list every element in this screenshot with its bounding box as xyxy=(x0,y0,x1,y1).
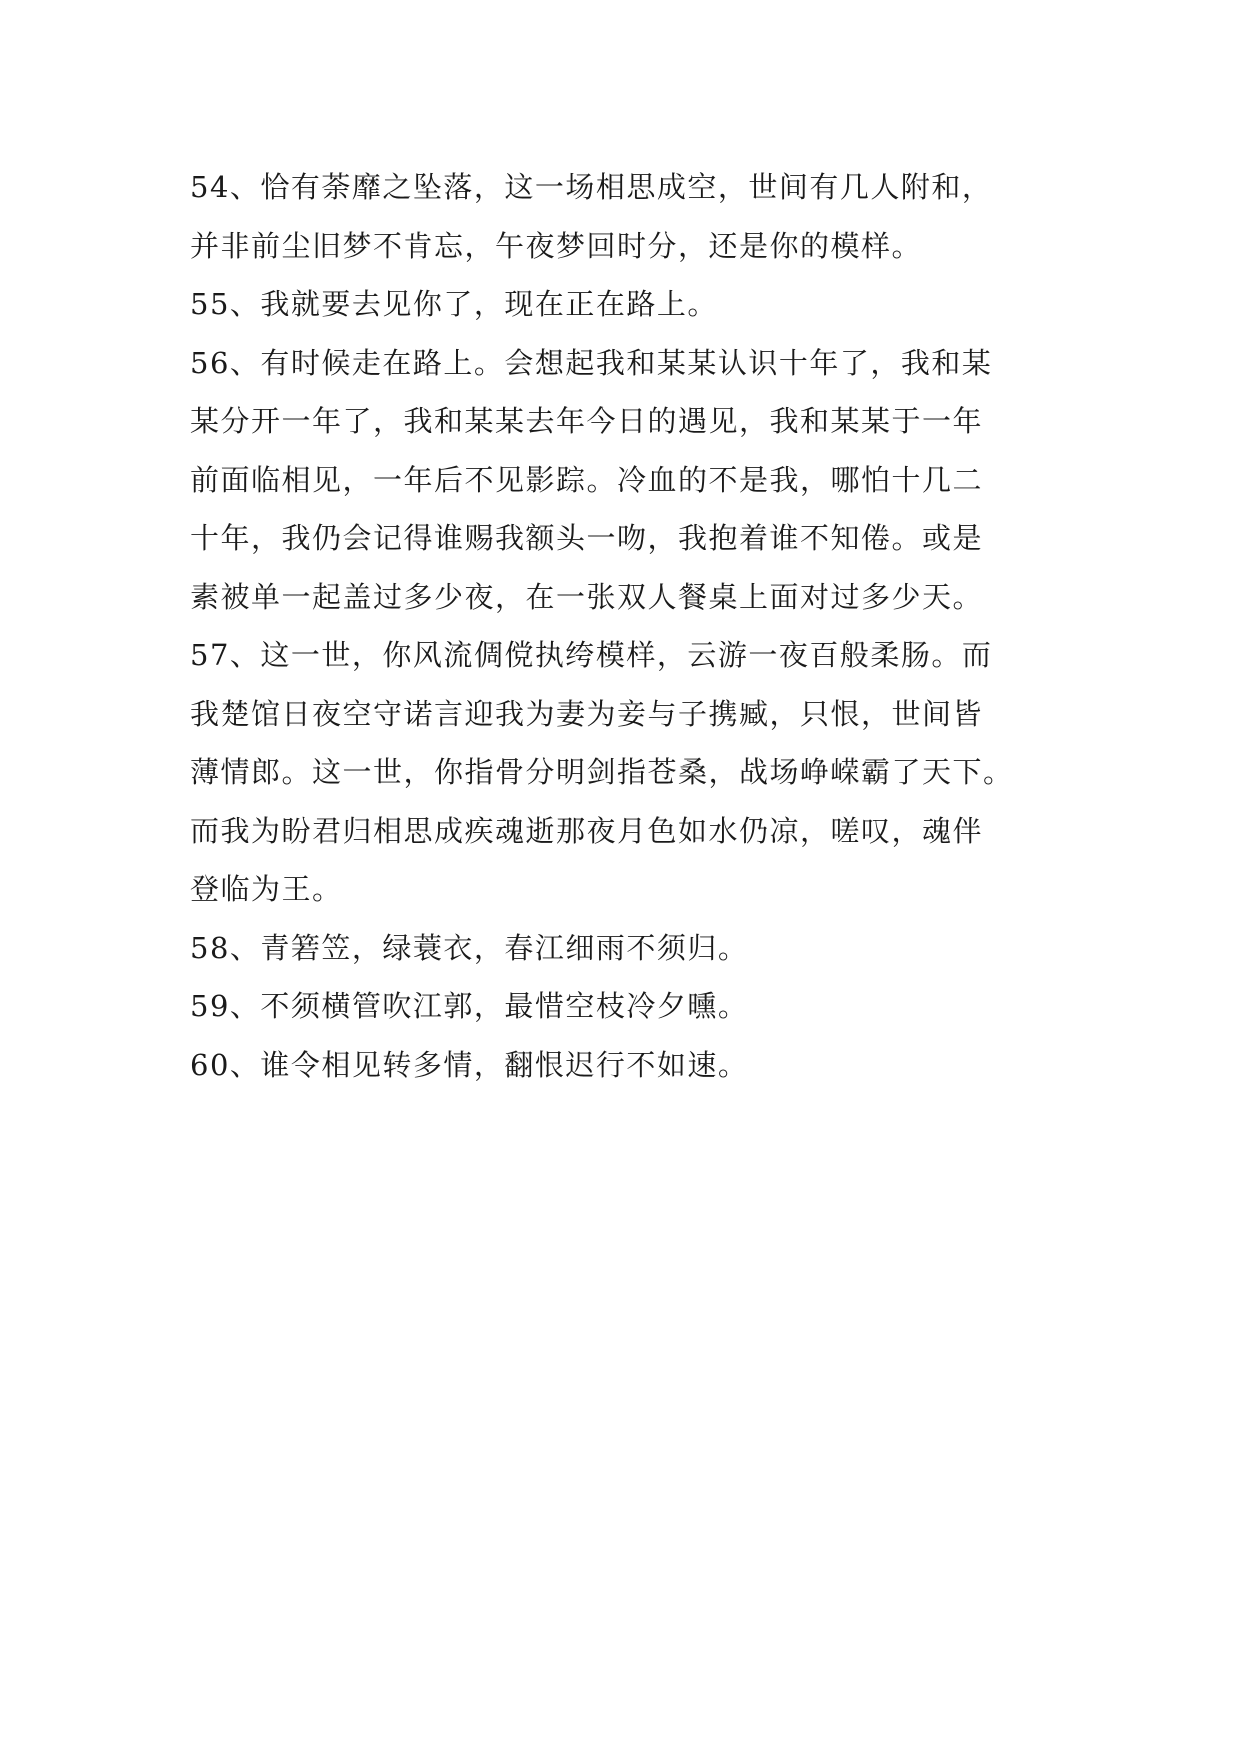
text-line: 并非前尘旧梦不肯忘，午夜梦回时分，还是你的模样。 xyxy=(190,228,923,263)
text-line: 十年，我仍会记得谁赐我额头一吻，我抱着谁不知倦。或是 xyxy=(190,521,984,555)
text-line: 54、恰有荼靡之坠落，这一场相思成空，世间有几人附和， xyxy=(190,170,993,204)
text-line: 58、青箬笠，绿蓑衣，春江细雨不须归。 xyxy=(190,930,749,965)
text-line: 某分开一年了，我和某某去年今日的遇见，我和某某于一年 xyxy=(190,404,984,438)
document-body xyxy=(190,158,1070,1094)
text-line: 56、有时候走在路上。会想起我和某某认识十年了，我和某 xyxy=(190,345,993,380)
text-line: 而我为盼君归相思成疾魂逝那夜月色如水仍凉，嗟叹，魂伴 xyxy=(190,813,984,848)
text-line: 登临为王。 xyxy=(190,872,343,906)
text-line: 60、谁令相见转多情，翻恨迟行不如速。 xyxy=(190,1047,749,1082)
text-line: 前面临相见，一年后不见影踪。冷血的不是我，哪怕十几二 xyxy=(190,462,984,497)
text-line: 我楚馆日夜空守诺言迎我为妻为妾与子携臧，只恨，世间皆 xyxy=(190,696,984,731)
text-line: 59、不须横管吹江郭，最惜空枝冷夕曛。 xyxy=(190,989,749,1023)
text-line: 57、这一世，你风流倜傥执绔模样，云游一夜百般柔肠。而 xyxy=(190,638,993,672)
text-line: 素被单一起盖过多少夜，在一张双人餐桌上面对过多少天。 xyxy=(190,579,984,614)
text-line: 55、我就要去见你了，现在正在路上。 xyxy=(190,287,718,321)
text-line: 薄情郎。这一世，你指骨分明剑指苍桑，战场峥嵘霸了天下。 xyxy=(190,755,1014,789)
